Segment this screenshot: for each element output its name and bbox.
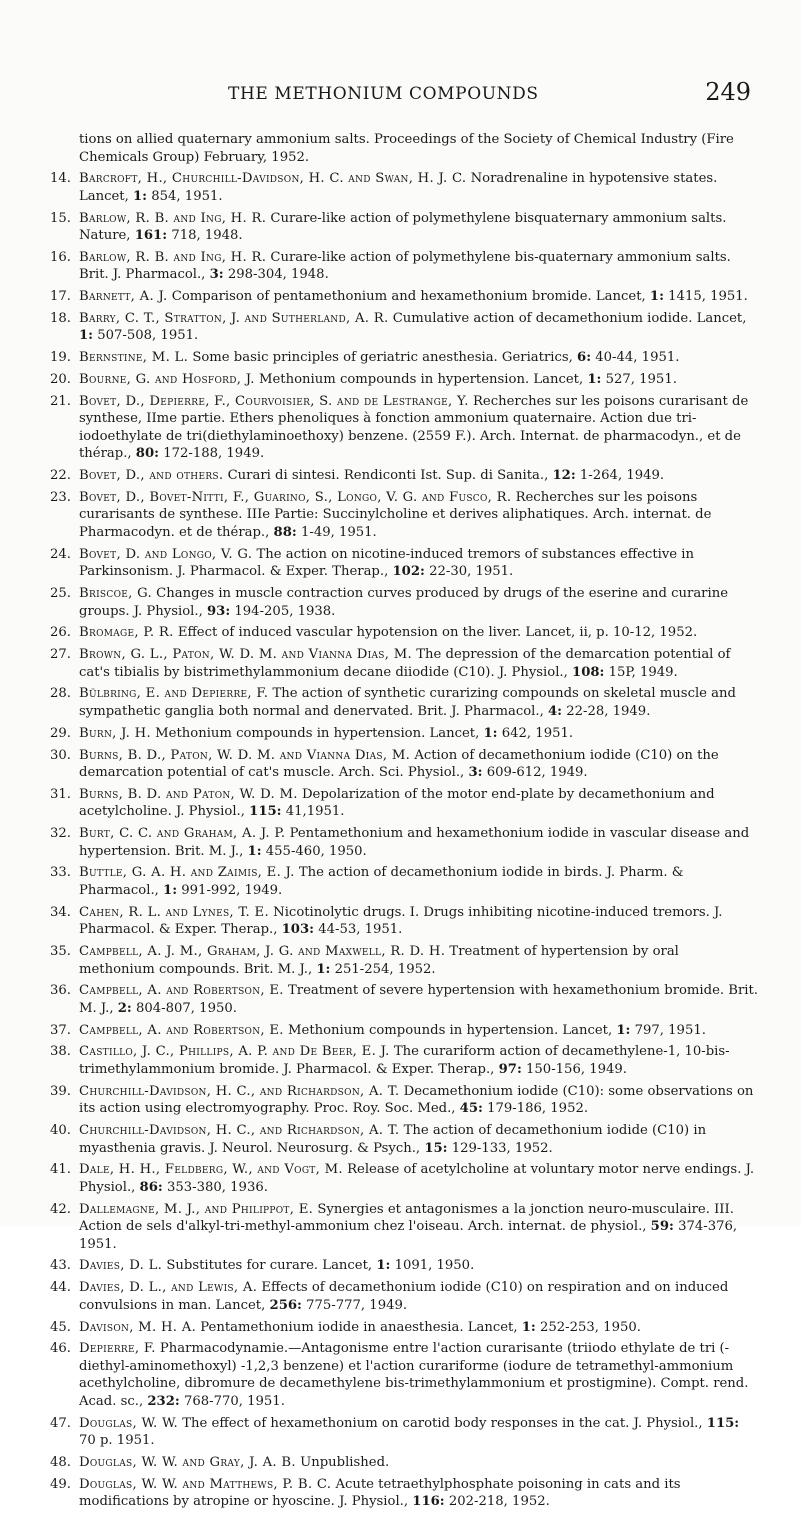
reference-authors: Douglas, W. W. and Matthews, P. B. C. <box>79 1476 332 1492</box>
reference-authors: Campbell, A. and Robertson, E. <box>79 983 284 999</box>
reference-authors: Bernstine, M. L. <box>79 350 189 366</box>
reference-body: Curari di sintesi. Rendiconti Ist. Sup. di Sanita., <box>227 468 549 484</box>
reference-number: 32. <box>50 826 71 842</box>
reference-volume: 88: <box>273 524 297 540</box>
reference-body: Recherches sur les poisons curarisant de synthese, IIme partie. Ethers phenoliques à fonction ammonium quaternaire. Action due tri-iodoethylate de tri(diethylaminoethoxy) benzene. (2559 F.). Arch. Internat. de pharmacodyn., et de thérap., <box>79 393 749 462</box>
reference-body: Effects of decamethonium iodide (C10) on respiration and on induced convulsions in man. Lancet, <box>79 1280 729 1313</box>
reference-volume: 1: <box>316 961 331 977</box>
reference-volume: 59: <box>650 1219 674 1235</box>
reference-authors: Douglas, W. W. <box>79 1415 179 1431</box>
reference-number: 37. <box>50 1022 71 1038</box>
reference-pages-year: 172-188, 1949. <box>163 446 265 462</box>
reference-authors: Bovet, D. and Longo, V. G. <box>79 546 253 562</box>
reference-number: 35. <box>50 944 71 960</box>
reference-number: 48. <box>50 1454 71 1470</box>
reference-volume: 3: <box>209 267 224 283</box>
reference-pages-year: 642, 1951. <box>501 725 574 741</box>
reference-number: 45. <box>50 1319 71 1335</box>
reference-number: 22. <box>50 468 71 484</box>
reference-entry <box>50 982 758 1017</box>
reference-pages-year: 609-612, 1949. <box>486 765 588 781</box>
reference-number: 15. <box>50 210 71 226</box>
reference-body: Release of acetylcholine at voluntary motor nerve endings. J. Physiol., <box>79 1162 755 1195</box>
reference-entry <box>50 349 758 367</box>
reference-number: 41. <box>50 1162 71 1178</box>
reference-number: 21. <box>50 393 71 409</box>
reference-pages-year: 374-376, 1951. <box>79 1219 738 1252</box>
reference-pages-year: 455-460, 1950. <box>265 843 367 859</box>
reference-volume: 4: <box>547 703 563 719</box>
reference-body: Changes in muscle contraction curves produced by drugs of the eserine and curarine groups. J. Physiol., <box>79 586 729 619</box>
reference-entry <box>50 310 758 345</box>
reference-entry <box>50 371 758 389</box>
reference-authors: Davison, M. H. A. <box>79 1319 197 1335</box>
reference-volume: 97: <box>498 1061 522 1077</box>
reference-entry <box>50 825 758 860</box>
reference-body: Decamethonium iodide (C10): some observations on its action using electromyography. Proc. Roy. Soc. Med., <box>79 1083 754 1117</box>
reference-authors: Dale, H. H., Feldberg, W., and Vogt, M. <box>79 1162 343 1178</box>
reference-body: Unpublished. <box>300 1454 390 1470</box>
reference-authors: Briscoe, G. <box>79 586 152 602</box>
reference-authors: Campbell, A. and Robertson, E. <box>79 1022 284 1038</box>
reference-pages-year: 179-186, 1952. <box>487 1101 589 1117</box>
reference-number: 49. <box>50 1476 71 1492</box>
reference-entry <box>50 1415 758 1450</box>
reference-body: The action of decamethonium iodide in birds. J. Pharm. & Pharmacol., <box>79 865 684 898</box>
reference-number: 42. <box>50 1201 71 1217</box>
reference-body: The effect of hexamethonium on carotid body responses in the cat. J. Physiol., <box>182 1415 703 1431</box>
reference-entry <box>50 1161 758 1196</box>
reference-volume: 12: <box>552 468 576 484</box>
reference-pages-year: 40-44, 1951. <box>595 350 680 366</box>
reference-entry <box>50 170 758 205</box>
reference-pages-year: 507-508, 1951. <box>97 328 199 344</box>
reference-authors: Depierre, F. <box>79 1341 156 1357</box>
reference-body: The action on nicotine-induced tremors of substances effective in Parkinsonism. J. Pharmacol. & Exper. Therap., <box>79 546 694 580</box>
reference-volume: 1: <box>587 372 602 388</box>
reference-pages-year: 44-53, 1951. <box>318 922 403 938</box>
reference-entry <box>50 1083 758 1118</box>
reference-volume: 1: <box>483 725 498 741</box>
reference-volume: 80: <box>135 446 160 462</box>
reference-pages-year: 768-770, 1951. <box>183 1393 285 1409</box>
reference-volume: 232: <box>147 1393 180 1409</box>
reference-body: Comparison of pentamethonium and hexamethonium bromide. Lancet, <box>171 289 646 305</box>
reference-entry <box>50 1279 758 1314</box>
reference-entry <box>50 904 758 939</box>
reference-entry <box>50 585 758 620</box>
reference-authors: Bovet, D., Bovet-Nitti, F., Guarino, S., Longo, V. G. and Fusco, R. <box>79 489 512 505</box>
reference-authors: Dallemagne, M. J., and Philippot, E. <box>79 1201 314 1217</box>
reference-number: 26. <box>50 625 71 641</box>
reference-body: Action of decamethonium iodide (C10) on the demarcation potential of cat's muscle. Arch. Sci. Physiol., <box>79 747 719 781</box>
reference-authors: Burn, J. H. <box>79 725 151 741</box>
reference-number: 23. <box>50 489 71 505</box>
reference-number: 43. <box>50 1258 71 1274</box>
reference-number: 29. <box>50 725 71 741</box>
reference-pages-year: 202-218, 1952. <box>448 1494 550 1510</box>
reference-body: Acute tetraethylphosphate poisoning in cats and its modifications by atropine or hyoscine. J. Physiol., <box>79 1476 681 1510</box>
reference-volume: 1: <box>376 1258 391 1274</box>
reference-number: 20. <box>50 372 71 388</box>
reference-pages-year: 1091, 1950. <box>394 1258 475 1274</box>
reference-number: 31. <box>50 786 71 802</box>
reference-authors: Burns, B. D. and Paton, W. D. M. <box>79 786 298 802</box>
reference-entry <box>50 864 758 899</box>
reference-volume: 115: <box>249 804 282 820</box>
reference-pages-year: 991-992, 1949. <box>181 882 283 898</box>
reference-volume: 6: <box>577 350 592 366</box>
reference-entry <box>50 1319 758 1337</box>
reference-number: 44. <box>50 1280 71 1296</box>
reference-body: Synergies et antagonismes a la jonction neuro-musculaire. III. Action de sels d'alkyl-tri-methyl-ammonium chez l'oiseau. Arch. internat. de physiol., <box>79 1201 734 1235</box>
reference-authors: Campbell, A. J. M., Graham, J. G. and Maxwell, R. D. H. <box>79 944 446 960</box>
reference-pages-year: 194-205, 1938. <box>234 603 336 619</box>
reference-volume: 103: <box>281 922 315 938</box>
reference-entry <box>50 1257 758 1275</box>
reference-entry <box>50 685 758 720</box>
reference-number: 28. <box>50 686 71 702</box>
reference-number: 16. <box>50 249 71 265</box>
reference-authors: Barlow, R. B. and Ing, H. R. <box>79 210 267 226</box>
reference-number: 47. <box>50 1415 71 1431</box>
reference-body: Treatment of severe hypertension with hexamethonium bromide. Brit. M. J., <box>79 983 758 1016</box>
reference-authors: Brown, G. L., Paton, W. D. M. and Vianna Dias, M. <box>79 647 413 663</box>
reference-pages-year: 15P, 1949. <box>608 664 678 680</box>
reference-number: 14. <box>50 171 71 187</box>
reference-number: 30. <box>50 747 71 763</box>
reference-body: The depression of the demarcation potential of cat's tibialis by bistrimethylammonium decane diiodide (C10). J. Physiol., <box>79 647 731 680</box>
reference-authors: Bülbring, E. and Depierre, F. <box>79 686 269 702</box>
reference-authors: Barcroft, H., Churchill-Davidson, H. C. and Swan, H. J. C. <box>79 171 467 187</box>
reference-entry <box>50 646 758 681</box>
reference-authors: Barry, C. T., Stratton, J. and Sutherland, A. R. <box>79 310 389 326</box>
reference-volume: 1: <box>133 188 148 204</box>
reference-authors: Bourne, G. and Hosford, J. <box>79 372 255 388</box>
reference-number: 46. <box>50 1341 71 1357</box>
reference-entry <box>50 1340 758 1410</box>
reference-pages-year: 252-253, 1950. <box>540 1319 641 1335</box>
reference-pages-year: 298-304, 1948. <box>227 267 329 283</box>
reference-number: 33. <box>50 865 71 881</box>
reference-volume: 93: <box>206 603 231 619</box>
reference-body: Substitutes for curare. Lancet, <box>166 1258 373 1274</box>
reference-authors: Burt, C. C. and Graham, A. J. P. <box>79 826 286 842</box>
reference-volume: 161: <box>134 228 168 244</box>
reference-body: The action of decamethonium iodide (C10) in myasthenia gravis. J. Neurol. Neurosurg. & Psych., <box>79 1123 707 1156</box>
reference-pages-year: 1-264, 1949. <box>579 468 665 484</box>
reference-entry <box>50 546 758 581</box>
reference-number: 40. <box>50 1123 71 1139</box>
reference-body: Curare-like action of polymethylene bisquaternary ammonium salts. Nature, <box>79 210 727 244</box>
reference-pages-year: 797, 1951. <box>634 1022 706 1038</box>
reference-volume: 1: <box>79 328 94 344</box>
reference-volume: 116: <box>412 1494 445 1510</box>
reference-pages-year: 251-254, 1952. <box>334 961 436 977</box>
reference-number: 36. <box>50 983 71 999</box>
reference-entry <box>50 288 758 306</box>
reference-body: Recherches sur les poisons curarisants de synthese. IIIe Partie: Succinylcholine et derives aliphatiques. Arch. internat. de Pharmacodyn. et de thérap., <box>79 489 712 540</box>
reference-pages-year: 527, 1951. <box>605 372 677 388</box>
reference-number: 27. <box>50 647 71 663</box>
reference-volume: 256: <box>269 1297 302 1313</box>
reference-authors: Buttle, G. A. H. and Zaimis, E. J. <box>79 865 295 881</box>
reference-authors: Barlow, R. B. and Ing, H. R. <box>79 249 267 265</box>
reference-body: Pentamethonium iodide in anaesthesia. Lancet, <box>200 1319 518 1335</box>
reference-pages-year: 70 p. 1951. <box>79 1433 155 1449</box>
reference-authors: Castillo, J. C., Phillips, A. P. and De Beer, E. J. <box>79 1044 390 1060</box>
reference-volume: 1: <box>247 843 262 859</box>
reference-pages-year: 129-133, 1952. <box>451 1140 553 1156</box>
reference-volume: 15: <box>424 1140 448 1156</box>
reference-pages-year: 804-807, 1950. <box>136 1000 237 1016</box>
reference-authors: Churchill-Davidson, H. C., and Richardson, A. T. <box>79 1123 400 1139</box>
reference-body: Depolarization of the motor end-plate by decamethonium and acetylcholine. J. Physiol., <box>79 786 715 820</box>
reference-entry <box>50 210 758 245</box>
reference-body: Treatment of hypertension by oral methonium compounds. Brit. M. J., <box>79 944 679 977</box>
reference-pages-year: 854, 1951. <box>151 188 223 204</box>
reference-authors: Churchill-Davidson, H. C., and Richardson, A. T. <box>79 1083 400 1099</box>
reference-body: Some basic principles of geriatric anesthesia. Geriatrics, <box>192 350 573 366</box>
reference-body: Curare-like action of polymethylene bis-quaternary ammonium salts. Brit. J. Pharmacol., <box>79 249 731 283</box>
reference-list <box>50 131 758 1515</box>
reference-pages-year: 22-28, 1949. <box>566 703 651 719</box>
reference-volume: 1: <box>616 1022 631 1038</box>
reference-entry <box>50 1043 758 1078</box>
reference-volume: 3: <box>468 765 483 781</box>
reference-volume: 1: <box>649 289 664 305</box>
reference-number: 18. <box>50 310 71 326</box>
reference-body: The action of synthetic curarizing compounds on skeletal muscle and sympathetic ganglia both normal and denervated. Brit. J. Pharmacol., <box>79 686 736 719</box>
reference-body: Pharmacodynamie.—Antagonisme entre l'action curarisante (triiodo ethylate de tri (-diethyl-aminomethoxyl) -1,2,3 benzene) et l'action curariforme (iodure de tetramethyl-ammonium acethylcholine, dibromure de decamethylene bis-trimethylammonium et prostigmine). Compt. rend. Acad. sc., <box>79 1341 749 1409</box>
reference-authors: Bovet, D., and others. <box>79 468 224 484</box>
reference-body: Nicotinolytic drugs. I. Drugs inhibiting nicotine-induced tremors. J. Pharmacol. & Exper. Therap., <box>79 904 723 938</box>
reference-body: Methonium compounds in hypertension. Lancet, <box>155 725 480 741</box>
reference-volume: 45: <box>459 1101 483 1117</box>
reference-authors: Bovet, D., Depierre, F., Courvoisier, S. and de Lestrange, Y. <box>79 393 469 409</box>
reference-pages-year: 22-30, 1951. <box>429 564 514 580</box>
reference-pages-year: 41,1951. <box>285 804 345 820</box>
page-header <box>228 78 751 108</box>
running-title: THE METHONIUM COMPOUNDS <box>228 84 539 104</box>
reference-entry <box>50 393 758 463</box>
reference-entry <box>50 1476 758 1511</box>
reference-body: Pentamethonium and hexamethonium iodide in vascular disease and hypertension. Brit. M. J., <box>79 826 750 859</box>
reference-volume: 1: <box>163 882 178 898</box>
reference-entry <box>50 249 758 284</box>
reference-volume: 115: <box>706 1415 740 1431</box>
reference-pages-year: 353-380, 1936. <box>166 1179 268 1195</box>
reference-entry <box>50 747 758 782</box>
reference-volume: 102: <box>392 564 425 580</box>
reference-entry <box>50 624 758 642</box>
reference-pages-year: 775-777, 1949. <box>306 1297 408 1313</box>
reference-pages-year: 1415, 1951. <box>668 289 748 305</box>
reference-volume: 86: <box>139 1179 163 1195</box>
reference-authors: Davies, D. L. <box>79 1258 163 1274</box>
reference-number: 17. <box>50 289 71 305</box>
reference-volume: 2: <box>117 1000 132 1016</box>
reference-number: 38. <box>50 1044 71 1060</box>
reference-pages-year: 150-156, 1949. <box>526 1061 627 1077</box>
reference-body: Methonium compounds in hypertension. Lancet, <box>288 1022 613 1038</box>
reference-continuation: tions on allied quaternary ammonium salts. Proceedings of the Society of Chemical Industry (Fire Chemicals Group) February, 1952. <box>79 132 734 165</box>
reference-authors: Bromage, P. R. <box>79 625 174 641</box>
reference-number: 24. <box>50 546 71 562</box>
page-number: 249 <box>705 78 751 106</box>
reference-entry <box>50 725 758 743</box>
reference-authors: Burns, B. D., Paton, W. D. M. and Vianna Dias, M. <box>79 747 411 763</box>
reference-volume: 1: <box>521 1319 536 1335</box>
reference-body: Effect of induced vascular hypotension on the liver. Lancet, ii, p. 10-12, 1952. <box>177 625 698 641</box>
reference-authors: Barnett, A. J. <box>79 289 168 305</box>
reference-body: Methonium compounds in hypertension. Lancet, <box>259 372 584 388</box>
reference-number: 39. <box>50 1083 71 1099</box>
reference-entry <box>50 467 758 485</box>
reference-entry <box>50 786 758 821</box>
reference-entry <box>50 489 758 542</box>
reference-authors: Douglas, W. W. and Gray, J. A. B. <box>79 1454 296 1470</box>
reference-number: 34. <box>50 904 71 920</box>
reference-body: Cumulative action of decamethonium iodide. Lancet, <box>392 310 747 326</box>
reference-entry <box>50 943 758 978</box>
reference-entry <box>50 1022 758 1040</box>
reference-authors: Cahen, R. L. and Lynes, T. E. <box>79 904 269 920</box>
reference-pages-year: 718, 1948. <box>171 228 243 244</box>
reference-body: The curariform action of decamethylene-1, 10-bis-trimethylammonium bromide. J. Pharmacol. & Exper. Therap., <box>79 1044 730 1077</box>
reference-pages-year: 1-49, 1951. <box>300 524 377 540</box>
reference-authors: Davies, D. L., and Lewis, A. <box>79 1280 258 1296</box>
reference-body: Noradrenaline in hypotensive states. Lancet, <box>79 171 718 204</box>
reference-volume: 108: <box>572 664 605 680</box>
reference-entry <box>50 1122 758 1157</box>
reference-number: 25. <box>50 586 71 602</box>
reference-entry <box>50 1454 758 1472</box>
reference-number: 19. <box>50 350 71 366</box>
